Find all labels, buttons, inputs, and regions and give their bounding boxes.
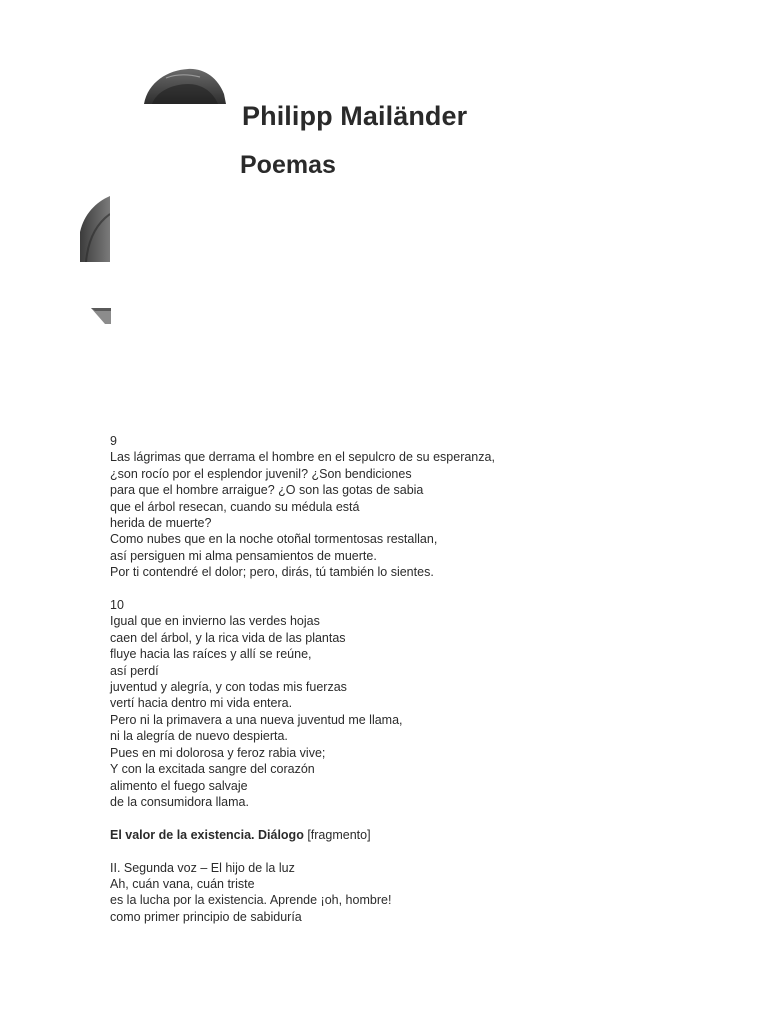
poem-line: para que el hombre arraigue? ¿O son las gotas de sabia: [110, 483, 424, 498]
poem-line: como primer principio de sabiduría: [110, 909, 302, 924]
dialogue-voice: II. Segunda voz – El hijo de la luz: [110, 860, 295, 875]
dialogue-title: El valor de la existencia. Diálogo: [110, 827, 304, 842]
poem-number: 10: [110, 598, 124, 613]
poem-line: herida de muerte?: [110, 516, 212, 531]
poem-line: vertí hacia dentro mi vida entera.: [110, 696, 293, 711]
poem-line: Pero ni la primavera a una nueva juventud me llama,: [110, 712, 403, 727]
page-subtitle: Poemas: [240, 151, 336, 179]
poem-line: ni la alegría de nuevo despierta.: [110, 729, 288, 744]
poem-line: Por ti contendré el dolor; pero, dirás, tú también lo sientes.: [110, 565, 434, 580]
author-name: Philipp Mailänder: [242, 101, 468, 131]
poem-line: Igual que en invierno las verdes hojas: [110, 614, 320, 629]
poem-line: así persiguen mi alma pensamientos de muerte.: [110, 548, 377, 563]
stanza-gap: [110, 810, 670, 826]
poem-line: juventud y alegría, y con todas mis fuerzas: [110, 680, 347, 695]
poem-line: Las lágrimas que derrama el hombre en el sepulcro de su esperanza,: [110, 450, 495, 465]
portrait-edge-fragment: [91, 308, 111, 324]
stanza-gap: [110, 581, 670, 597]
author-portrait-fragment: [142, 68, 226, 104]
poem-line: es la lucha por la existencia. Aprende ¡oh, hombre!: [110, 893, 392, 908]
author-portrait-side-fragment: [80, 196, 110, 262]
poem-line: Y con la excitada sangre del corazón: [110, 762, 315, 777]
poem-line: que el árbol resecan, cuando su médula está: [110, 499, 360, 514]
dialogue-heading: [110, 827, 670, 843]
poem-line: de la consumidora llama.: [110, 794, 249, 809]
poem-line: Como nubes que en la noche otoñal tormentosas restallan,: [110, 532, 438, 547]
poem-line: caen del árbol, y la rica vida de las plantas: [110, 630, 346, 645]
poem-line: alimento el fuego salvaje: [110, 778, 248, 793]
poem-line: Ah, cuán vana, cuán triste: [110, 876, 255, 891]
poems-body: [110, 433, 670, 925]
poem-line: así perdí: [110, 663, 159, 678]
poem-line: ¿son rocío por el esplendor juvenil? ¿Son bendiciones: [110, 466, 412, 481]
poem-line: Pues en mi dolorosa y feroz rabia vive;: [110, 745, 326, 760]
poem-line: fluye hacia las raíces y allí se reúne,: [110, 647, 312, 662]
poem-number: 9: [110, 434, 117, 448]
stanza-gap: [110, 843, 670, 859]
dialogue-note: [fragmento]: [307, 827, 371, 842]
